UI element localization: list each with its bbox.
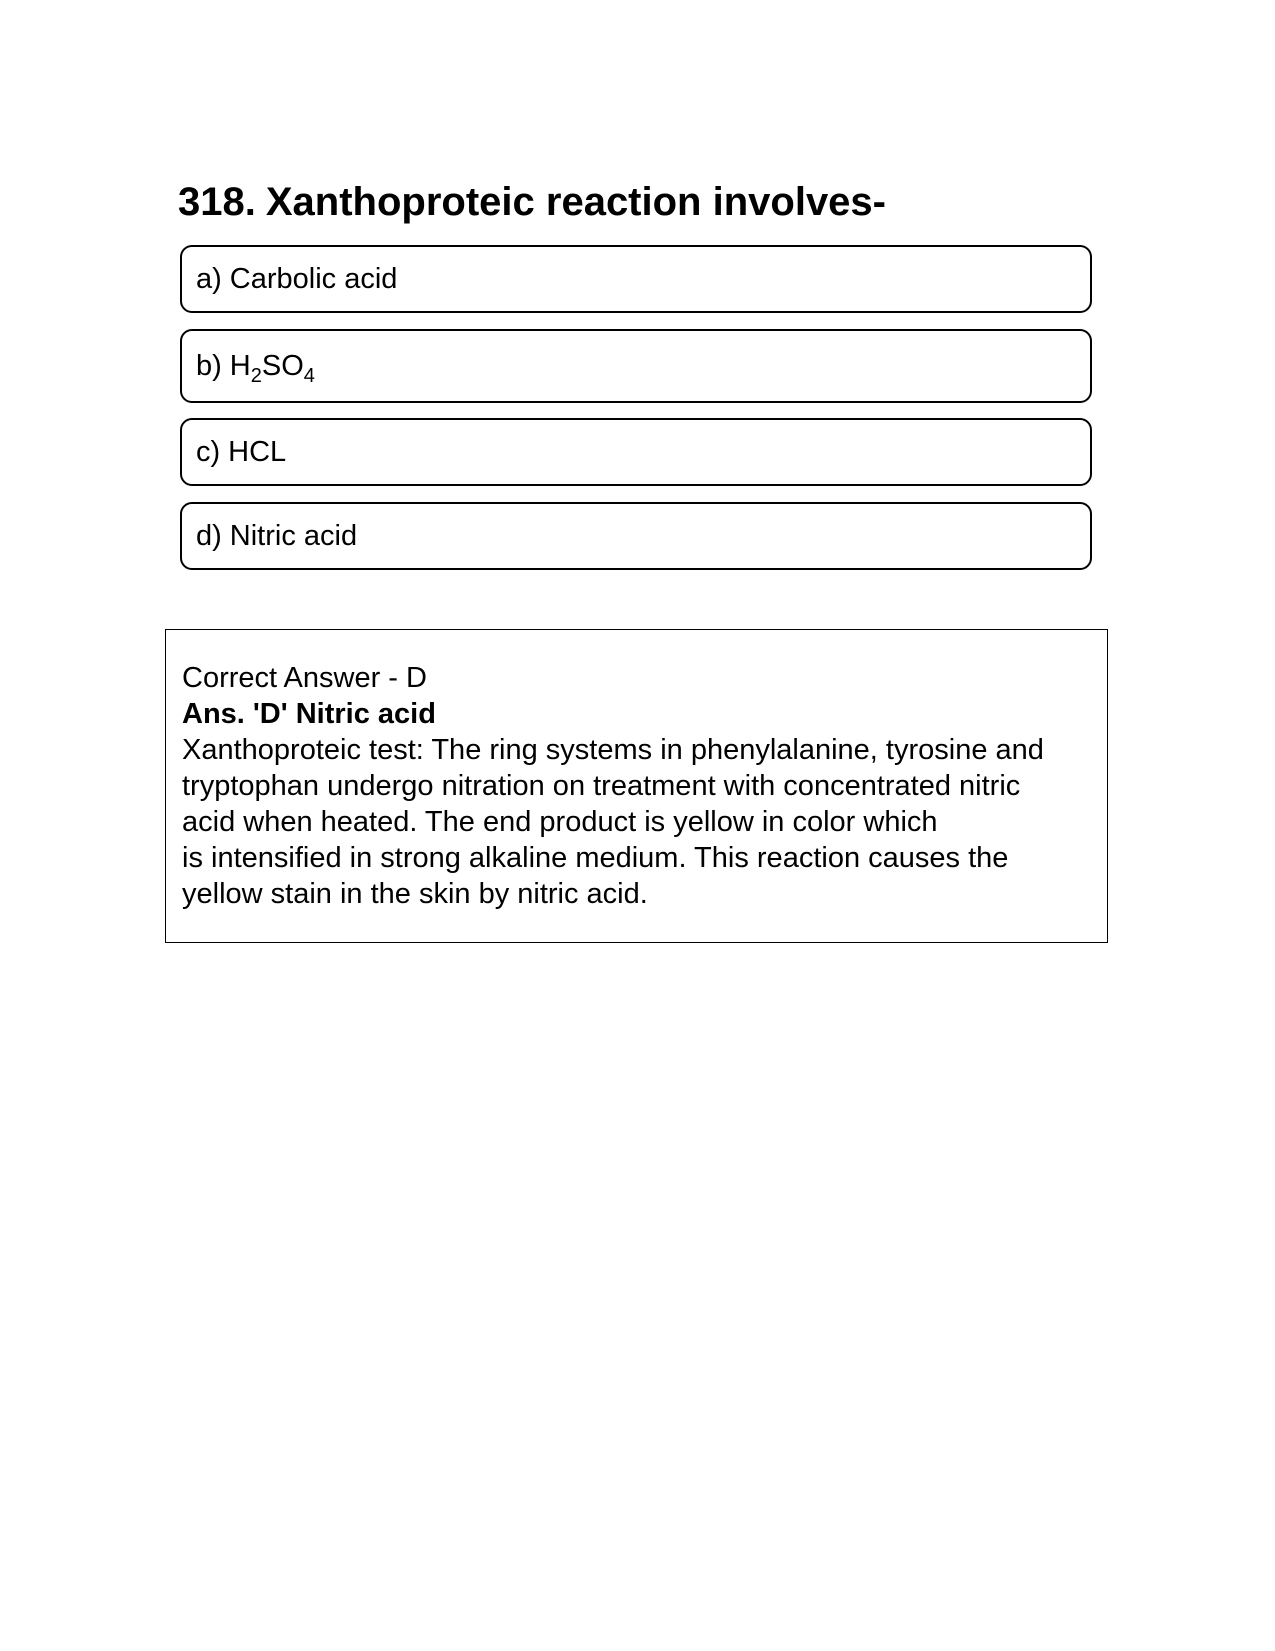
option-c[interactable] — [180, 418, 1092, 486]
option-letter: b) — [196, 349, 222, 382]
correct-answer-label: Correct Answer - D — [182, 662, 427, 694]
option-letter: d) — [196, 519, 222, 552]
option-d[interactable] — [180, 502, 1092, 570]
option-formula — [229, 349, 315, 387]
answer-box — [165, 629, 1108, 943]
formula-part: H — [229, 349, 251, 382]
answer-heading: Ans. 'D' Nitric acid — [182, 698, 436, 730]
option-text: Carbolic acid — [229, 262, 398, 295]
formula-subscript: 4 — [303, 364, 315, 387]
option-letter: a) — [196, 262, 222, 295]
option-b[interactable] — [180, 329, 1092, 403]
explanation-line: is intensified in strong alkaline medium. This reaction causes the — [182, 842, 1009, 874]
option-text: HCL — [228, 435, 287, 468]
explanation-line: Xanthoproteic test: The ring systems in phenylalanine, tyrosine and — [182, 734, 1044, 766]
question-text: Xanthoproteic reaction involves- — [265, 180, 886, 224]
question-number: 318. — [178, 180, 256, 224]
option-letter: c) — [196, 435, 221, 468]
option-text: Nitric acid — [229, 519, 358, 552]
option-a[interactable] — [180, 245, 1092, 313]
explanation-line: yellow stain in the skin by nitric acid. — [182, 878, 648, 910]
formula-part: SO — [261, 349, 304, 382]
formula-subscript: 2 — [250, 364, 262, 387]
explanation-line: tryptophan undergo nitration on treatment with concentrated nitric — [182, 770, 1021, 802]
question-title — [178, 178, 886, 226]
explanation-line: acid when heated. The end product is yellow in color which — [182, 806, 938, 838]
